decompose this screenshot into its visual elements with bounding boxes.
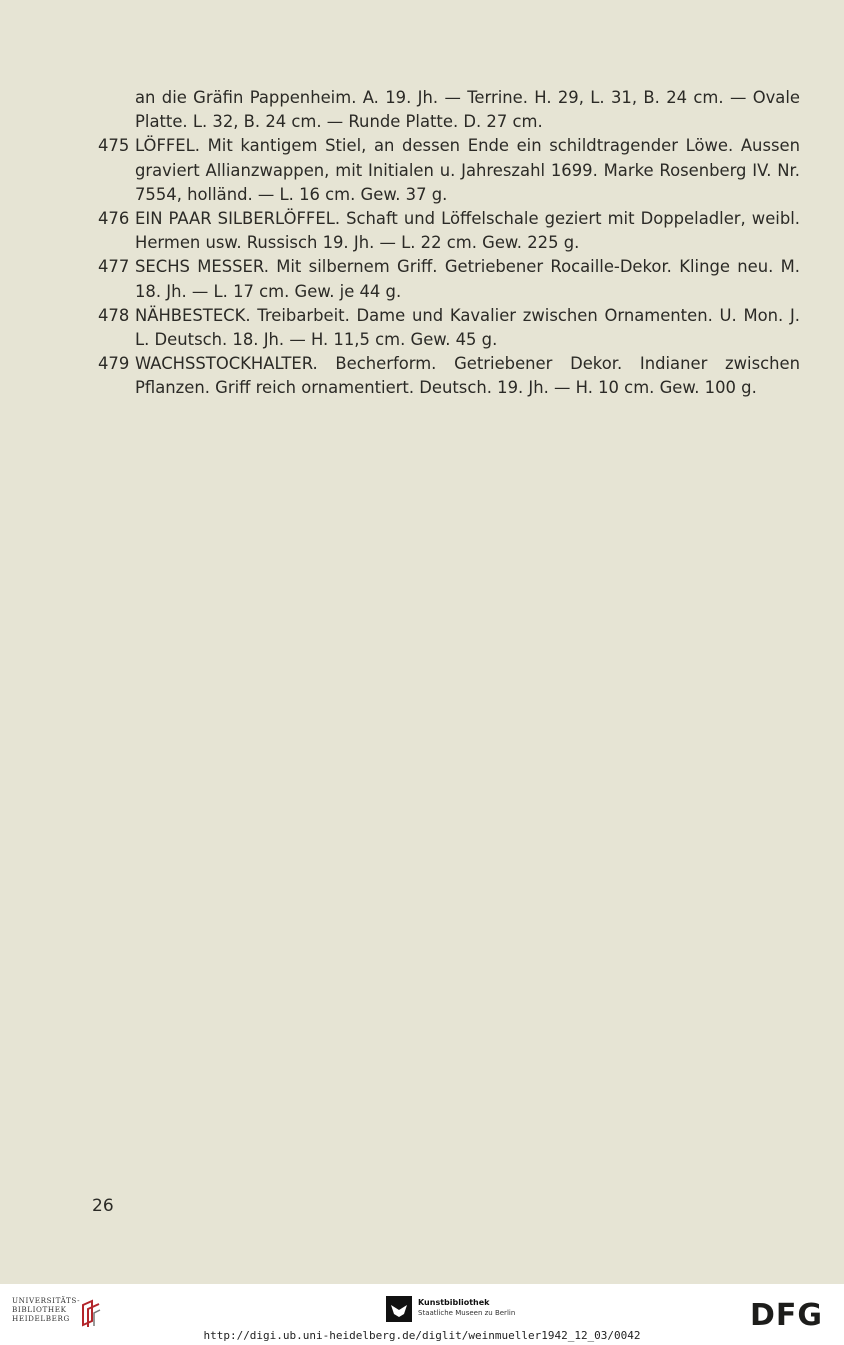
catalog-entry: [98, 255, 800, 303]
digitization-footer: [0, 1284, 844, 1345]
kunstbibliothek-logo[interactable]: [386, 1296, 536, 1326]
entry-text: SECHS MESSER. Mit silbernem Griff. Getriebener Rocaille-Dekor. Klinge neu. M. 18. Jh. — L. 17 cm. Gew. je 44 g.: [135, 257, 800, 301]
entry-text: LÖFFEL. Mit kantigem Stiel, an dessen Ende ein schildtragender Löwe. Aussen graviert Allianzwappen, mit Initialen u. Jahreszahl 1699. Marke Rosenberg IV. Nr. 7554, holländ. — L. 16 cm. Gew. 37 g.: [135, 136, 800, 204]
university-library-logo[interactable]: [12, 1296, 112, 1332]
entry-number: 475: [98, 136, 130, 156]
entry-number: 476: [98, 209, 130, 229]
university-library-name: UNIVERSITÄTS- BIBLIOTHEK HEIDELBERG: [12, 1296, 81, 1323]
page-number: 26: [92, 1196, 114, 1216]
permalink-url[interactable]: http://digi.ub.uni-heidelberg.de/diglit/weinmueller1942_12_03/0042: [203, 1329, 641, 1342]
dfg-logo[interactable]: DFG: [750, 1298, 824, 1333]
catalog-entry: [98, 304, 800, 352]
catalog-entry: [98, 207, 800, 255]
heidelberg-book-logo-icon: [80, 1299, 102, 1329]
entry-text: EIN PAAR SILBERLÖFFEL. Schaft und Löffelschale geziert mit Doppeladler, weibl. Hermen usw. Russisch 19. Jh. — L. 22 cm. Gew. 225 g.: [135, 209, 800, 253]
catalog-entry: [98, 352, 800, 400]
kunstbibliothek-eagle-icon: [386, 1296, 412, 1322]
kunstbibliothek-name: Kunstbibliothek: [418, 1298, 490, 1307]
catalog-entries: [98, 86, 800, 401]
catalog-entry: [98, 134, 800, 207]
entry-number: 477: [98, 257, 130, 277]
entry-text: NÄHBESTECK. Treibarbeit. Dame und Kavalier zwischen Ornamenten. U. Mon. J. L. Deutsch. 18. Jh. — H. 11,5 cm. Gew. 45 g.: [135, 305, 800, 350]
catalog-entry-continuation: [98, 86, 800, 134]
entry-number: 479: [98, 354, 130, 374]
entry-text: WACHSSTOCKHALTER. Becherform. Getriebener Dekor. Indianer zwischen Pflanzen. Griff reich ornamentiert. Deutsch. 19. Jh. — H. 10 cm. Gew. 100 g.: [135, 354, 800, 398]
entry-text: an die Gräfin Pappenheim. A. 19. Jh. — Terrine. H. 29, L. 31, B. 24 cm. — Ovale Platte. L. 32, B. 24 cm. — Runde Platte. D. 27 cm.: [135, 88, 800, 132]
entry-number: 478: [98, 305, 130, 325]
kunstbibliothek-subtitle: Staatliche Museen zu Berlin: [418, 1309, 516, 1317]
